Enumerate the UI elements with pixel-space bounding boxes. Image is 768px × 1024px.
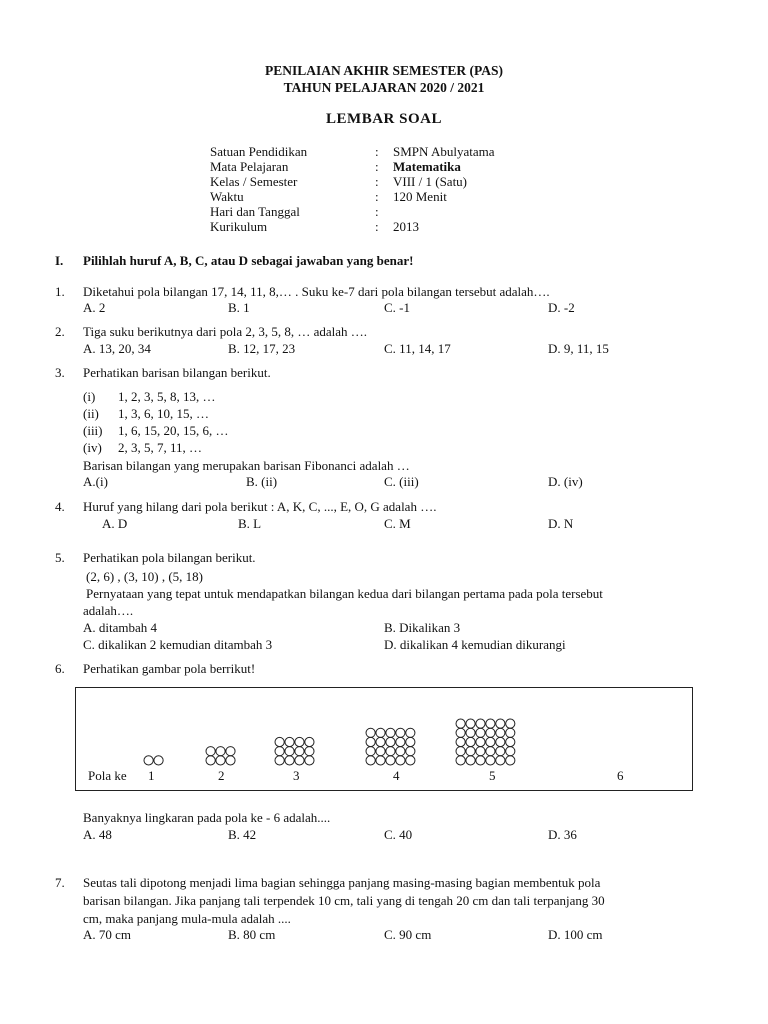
info-sep: : [375,204,379,219]
pattern-circle [406,737,415,746]
info-sep: : [375,189,379,204]
pattern-circle [295,737,304,746]
pattern-circle [496,719,505,728]
pattern-circle [386,756,395,765]
question-text: Tiga suku berikutnya dari pola 2, 3, 5, 8, … adalah …. [83,324,368,339]
number-pairs: (2, 6) , (3, 10) , (5, 18) [86,569,203,584]
pattern-circle [396,737,405,746]
option-c: C. 11, 14, 17 [384,341,451,356]
info-label: Kurikulum [210,219,268,234]
option-b: B. 80 cm [228,927,276,942]
pattern-circle [406,747,415,756]
option-d: D. -2 [548,300,575,315]
option-a: A. 2 [83,300,106,315]
pattern-circle [376,728,385,737]
option-c: C. dikalikan 2 kemudian ditambah 3 [83,637,273,652]
pattern-circle [295,747,304,756]
pattern-circle [506,737,515,746]
pattern-circle [456,756,465,765]
pattern-circle [226,756,235,765]
question-text: Perhatikan gambar pola berrikut! [83,661,256,676]
exam-header-line1: PENILAIAN AKHIR SEMESTER (PAS) [265,63,503,78]
pattern-circle [376,756,385,765]
question-number: 4. [55,499,65,514]
pattern-number: 4 [393,768,400,783]
pattern-circle [275,756,284,765]
pattern-circle [275,747,284,756]
pattern-circle [216,747,225,756]
pattern-circle [486,719,495,728]
page-title: LEMBAR SOAL [326,111,442,127]
option-a: A. D [102,516,128,531]
option-b: B. 42 [228,827,257,842]
pattern-circle [466,756,475,765]
pattern-number: 6 [617,768,624,783]
option-c: C. 40 [384,827,413,842]
sequence-values: 2, 3, 5, 7, 11, … [118,440,203,455]
pattern-circle [386,737,395,746]
pattern-number: 5 [489,768,496,783]
sequence-values: 1, 2, 3, 5, 8, 13, … [118,389,216,404]
pattern-circle [406,756,415,765]
info-label: Waktu [210,189,244,204]
sequence-values: 1, 3, 6, 10, 15, … [118,406,209,421]
question-number: 3. [55,365,65,380]
pattern-number: 3 [293,768,300,783]
info-value: Matematika [393,159,461,174]
pattern-circle [496,747,505,756]
question-statement: Pernyataan yang tepat untuk mendapatkan bilangan kedua dari bilangan pertama pada pola tersebut [86,586,603,601]
pattern-circle [386,747,395,756]
info-label: Kelas / Semester [210,174,298,189]
option-d: D. N [548,516,574,531]
pattern-circle [376,737,385,746]
section-number: I. [55,253,64,268]
option-a: A. 48 [83,827,112,842]
exam-header-line2: TAHUN PELAJARAN 2020 / 2021 [283,80,485,95]
info-label: Satuan Pendidikan [210,144,308,159]
sequence-values: 1, 6, 15, 20, 15, 6, … [118,423,229,438]
pattern-circle [206,756,215,765]
pattern-circle [466,737,475,746]
pattern-circle [466,719,475,728]
option-b: B. Dikalikan 3 [384,620,461,635]
info-label: Mata Pelajaran [210,159,289,174]
question-number: 7. [55,875,65,890]
option-c: C. 90 cm [384,927,432,942]
pattern-circle [396,747,405,756]
option-c: C. M [384,516,411,531]
question-text-cont: barisan bilangan. Jika panjang tali terpendek 10 cm, tali yang di tengah 20 cm dan tali terpanjang 30 [83,893,605,908]
question-statement-cont: adalah…. [83,603,134,618]
info-sep: : [375,159,379,174]
pattern-circle [486,747,495,756]
pattern-circle [476,737,485,746]
pattern-circle [476,728,485,737]
option-b: B. L [238,516,262,531]
info-sep: : [375,174,379,189]
option-b: B. 1 [228,300,250,315]
info-value: VIII / 1 (Satu) [393,174,468,189]
option-c: C. (iii) [384,474,419,489]
question-text: Perhatikan pola bilangan berikut. [83,550,256,565]
pattern-circle [506,756,515,765]
pattern-circle [476,719,485,728]
option-d: D. 9, 11, 15 [548,341,609,356]
pattern-circle [486,756,495,765]
question-prompt: Barisan bilangan yang merupakan barisan Fibonanci adalah … [83,458,410,473]
pattern-circle [476,756,485,765]
circle-pattern-drawing [76,688,692,790]
sequence-label: (iii) [83,423,103,438]
question-text-cont: cm, maka panjang mula-mula adalah .... [83,911,291,926]
pattern-number: 2 [218,768,225,783]
pattern-label: Pola ke [88,768,127,783]
pattern-circle [366,756,375,765]
question-number: 1. [55,284,65,299]
pattern-circle [305,737,314,746]
pattern-circle [396,728,405,737]
option-d: D. 36 [548,827,577,842]
pattern-circle [144,756,153,765]
option-d: D. (iv) [548,474,583,489]
question-text: Perhatikan barisan bilangan berikut. [83,365,271,380]
pattern-circle [496,756,505,765]
question-text: Huruf yang hilang dari pola berikut : A, K, C, ..., E, O, G adalah …. [83,499,437,514]
pattern-circle [366,747,375,756]
pattern-circle [456,747,465,756]
pattern-circle [376,747,385,756]
pattern-circle [506,719,515,728]
info-label: Hari dan Tanggal [210,204,300,219]
pattern-circle [285,756,294,765]
pattern-circle [476,747,485,756]
pattern-circle [366,728,375,737]
info-sep: : [375,219,379,234]
pattern-circle [406,728,415,737]
option-a: A.(i) [83,474,108,489]
pattern-circle [295,756,304,765]
pattern-circle [496,728,505,737]
pattern-circle [466,728,475,737]
section-instruction: Pilihlah huruf A, B, C, atau D sebagai jawaban yang benar! [83,253,414,268]
question-text: Diketahui pola bilangan 17, 14, 11, 8,… . Suku ke-7 dari pola bilangan tersebut adalah…. [83,284,550,299]
pattern-circle [486,728,495,737]
sequence-label: (i) [83,389,96,404]
pattern-number: 1 [148,768,155,783]
option-a: A. ditambah 4 [83,620,158,635]
pattern-circle [496,737,505,746]
pattern-circle [206,747,215,756]
info-value: 120 Menit [393,189,447,204]
pattern-circle [396,756,405,765]
option-b: B. 12, 17, 23 [228,341,296,356]
pattern-circle [285,737,294,746]
option-a: A. 70 cm [83,927,132,942]
info-sep: : [375,144,379,159]
pattern-circle [226,747,235,756]
circle-pattern-figure [75,687,693,791]
question-text: Seutas tali dipotong menjadi lima bagian sehingga panjang masing-masing bagian membentuk pola [83,875,601,890]
pattern-circle [506,747,515,756]
pattern-circle [456,737,465,746]
info-value: SMPN Abulyatama [393,144,495,159]
option-c: C. -1 [384,300,410,315]
pattern-circle [285,747,294,756]
pattern-circle [366,737,375,746]
sequence-label: (iv) [83,440,102,455]
pattern-circle [154,756,163,765]
option-d: D. dikalikan 4 kemudian dikurangi [384,637,566,652]
option-d: D. 100 cm [548,927,603,942]
pattern-circle [456,728,465,737]
option-a: A. 13, 20, 34 [83,341,151,356]
pattern-circle [305,747,314,756]
question-number: 2. [55,324,65,339]
question-number: 5. [55,550,65,565]
pattern-circle [305,756,314,765]
question-prompt: Banyaknya lingkaran pada pola ke - 6 adalah.... [83,810,331,825]
pattern-circle [386,728,395,737]
pattern-circle [466,747,475,756]
pattern-circle [275,737,284,746]
pattern-circle [216,756,225,765]
pattern-circle [456,719,465,728]
pattern-circle [486,737,495,746]
info-value: 2013 [393,219,419,234]
option-b: B. (ii) [246,474,278,489]
question-number: 6. [55,661,65,676]
pattern-circle [506,728,515,737]
sequence-label: (ii) [83,406,99,421]
